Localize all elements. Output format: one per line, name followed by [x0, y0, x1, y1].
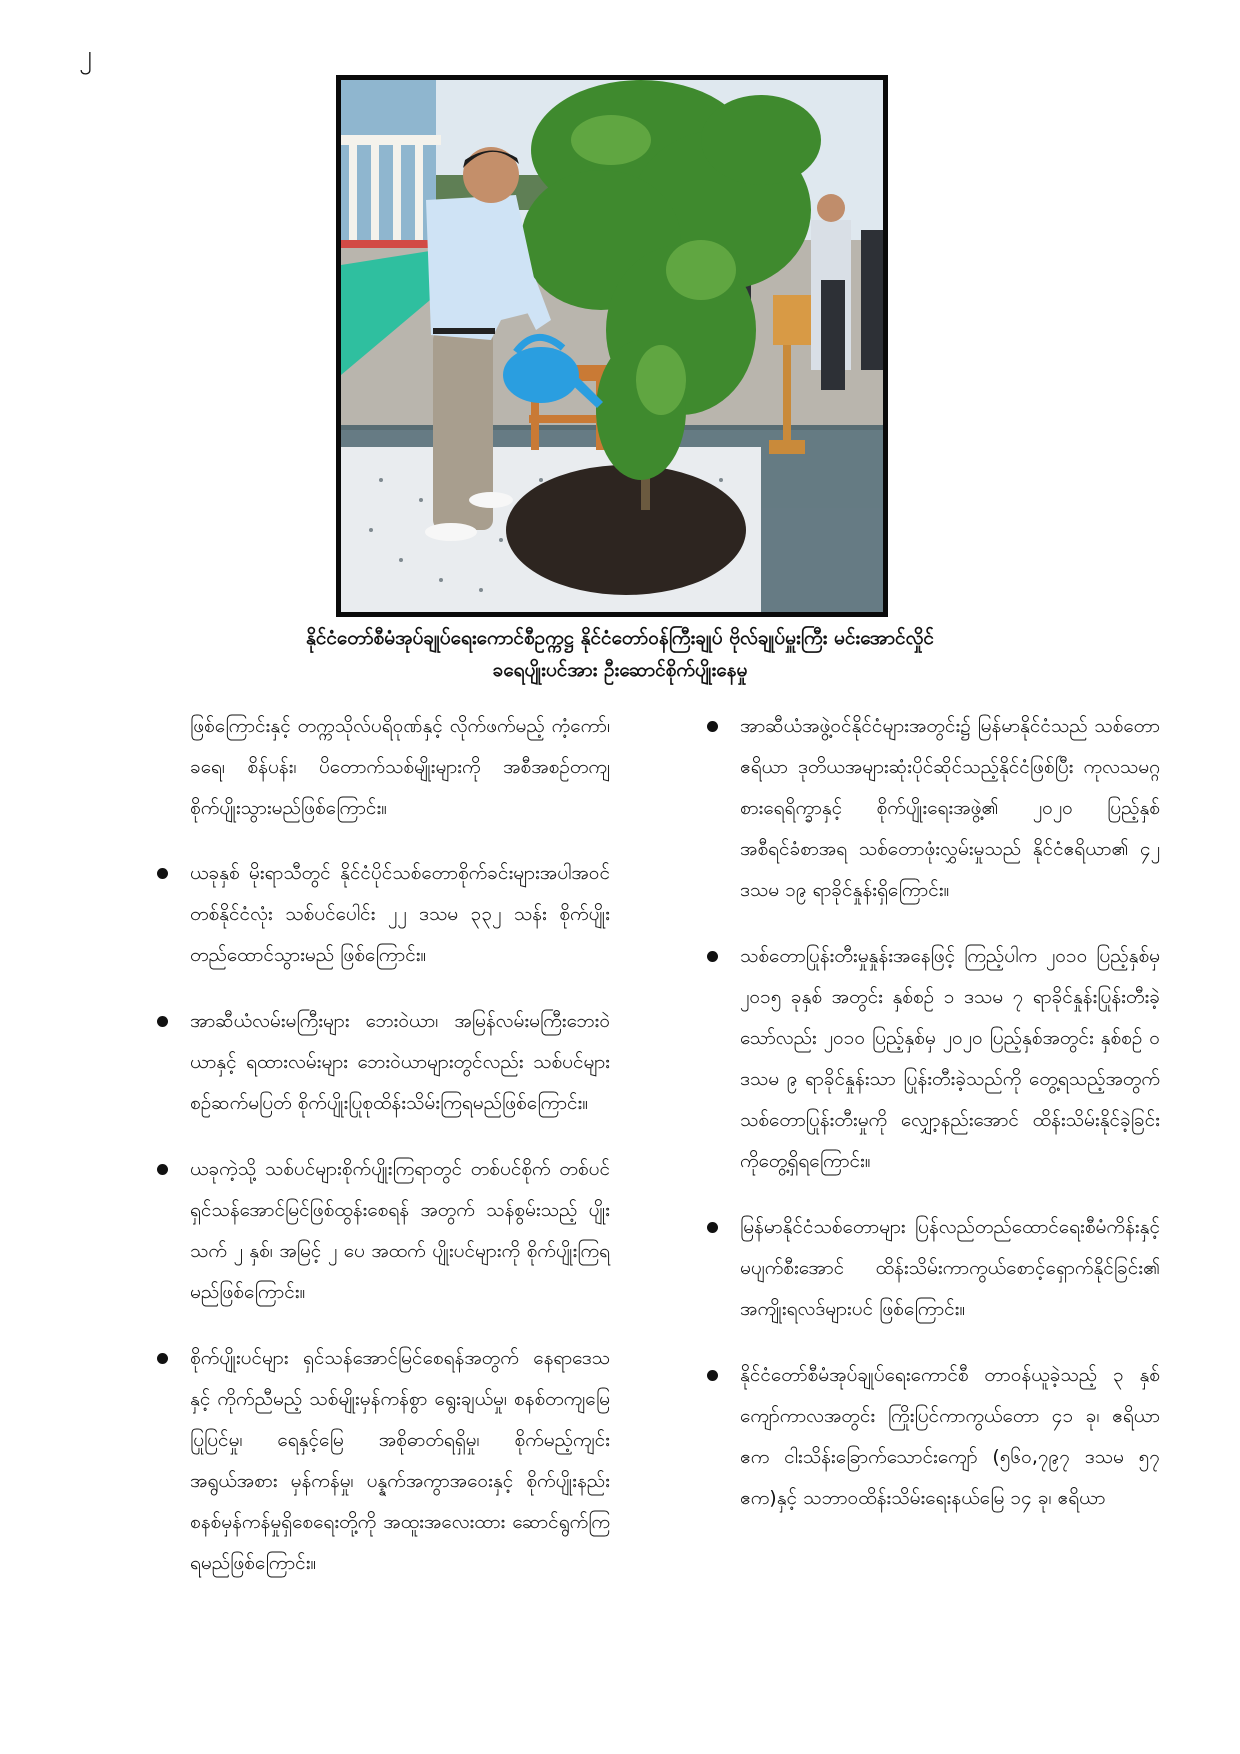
bullet-item [150, 853, 610, 976]
bullet-item [700, 706, 1160, 911]
photo-illustration [341, 80, 883, 612]
bullet-dot-icon [157, 1164, 168, 1175]
bullet-dot-icon [157, 1016, 168, 1027]
bullet-item [700, 1207, 1160, 1330]
left-bullet-list [150, 853, 610, 1584]
bullet-dot-icon [707, 951, 718, 962]
bullet-item [150, 1338, 610, 1584]
caption-line-2: ခရေပျိုးပင်အား ဦးဆောင်စိုက်ပျိုးနေမှု [492, 659, 748, 681]
bullet-dot-icon [157, 1353, 168, 1364]
photo-tree-planting [336, 75, 888, 617]
bullet-text: သစ်တောပြုန်းတီးမှုနှုန်းအနေဖြင့် ကြည့်ပါက ၂၀၁၀ ပြည့်နှစ်မှ ၂၀၁၅ ခုနှစ် အတွင်း နှစ်စဉ် ၁ ဒသမ ၇ ရာခိုင်နှုန်းပြုန်းတီးခဲ့သော်လည်း ၂၀၁၀ ပြည့်နှစ်မှ ၂၀၂၀ ပြည့်နှစ်အတွင်း နှစ်စဉ် ၀ ဒသမ ၉ ရာခိုင်နှုန်းသာ ပြုန်းတီးခဲ့သည်ကို တွေ့ရသည့်အတွက် သစ်တောပြုန်းတီးမှုကို လျှော့နည်းအောင် ထိန်းသိမ်းနိုင်ခဲ့ခြင်းကိုတွေ့ရှိရကြောင်း။ [740, 945, 1160, 1172]
bullet-item [150, 1149, 610, 1313]
bullet-text: နိုင်ငံတော်စီမံအုပ်ချုပ်ရေးကောင်စီ တာဝန်ယူခဲ့သည့် ၃ နှစ်ကျော်ကာလအတွင်း ကြိုးပြင်ကာကွယ်တော ၄၁ ခု၊ ဧရိယာဧက ငါးသိန်းခြောက်သောင်းကျော် (၅၆၀,၇၉၇ ဒသမ ၅၇ ဧက)နှင့် သဘာဝထိန်းသိမ်းရေးနယ်မြေ ၁၄ ခု၊ ဧရိယာ [740, 1364, 1160, 1509]
bullet-dot-icon [707, 721, 718, 732]
right-column [700, 706, 1160, 1544]
bullet-dot-icon [707, 1222, 718, 1233]
bullet-text: ယခုနှစ် မိုးရာသီတွင် နိုင်ငံပိုင်သစ်တောစိုက်ခင်းများအပါအဝင် တစ်နိုင်ငံလုံး သစ်ပင်ပေါင်း ၂၂ ဒသမ ၃၃၂ သန်း စိုက်ပျိုးတည်ထောင်သွားမည် ဖြစ်ကြောင်း။ [190, 862, 610, 966]
bullet-item [150, 1001, 610, 1124]
bullet-dot-icon [157, 868, 168, 879]
left-column [150, 706, 610, 1609]
bullet-item [700, 936, 1160, 1182]
page-number: ၂ [79, 40, 92, 70]
photo-soil [506, 465, 746, 595]
continuation-paragraph: ဖြစ်ကြောင်းနှင့် တက္ကသိုလ်ပရိဝုဏ်နှင့် လိုက်ဖက်မည့် ကံ့ကော်၊ ခရေ၊ စိန်ပန်း၊ ပိတောက်သစ်မျိုးများကို အစီအစဉ်တကျစိုက်ပျိုးသွားမည်ဖြစ်ကြောင်း။ [190, 715, 610, 819]
bullet-text: အာဆီယံအဖွဲ့ဝင်နိုင်ငံများအတွင်း၌ မြန်မာနိုင်ငံသည် သစ်တောဧရိယာ ဒုတိယအများဆုံးပိုင်ဆိုင်သည့်နိုင်ငံဖြစ်ပြီး ကုလသမဂ္ဂစားရေရိက္ခာနှင့် စိုက်ပျိုးရေးအဖွဲ့၏ ၂၀၂၀ ပြည့်နှစ် အစီရင်ခံစာအရ သစ်တောဖုံးလွှမ်းမှုသည် နိုင်ငံဧရိယာ၏ ၄၂ ဒသမ ၁၉ ရာခိုင်နှုန်းရှိကြောင်း။ [740, 715, 1160, 901]
photo-caption [180, 622, 1060, 686]
bullet-text: အာဆီယံလမ်းမကြီးများ ဘေးဝဲယာ၊ အမြန်လမ်းမကြီးဘေးဝဲယာနှင့် ရထားလမ်းများ ဘေးဝဲယာများတွင်လည်း သစ်ပင်များစဉ်ဆက်မပြတ် စိုက်ပျိုးပြုစုထိန်းသိမ်းကြရမည်ဖြစ်ကြောင်း။ [190, 1010, 610, 1114]
bullet-dot-icon [707, 1370, 718, 1381]
bullet-item [700, 1355, 1160, 1519]
bullet-text: မြန်မာနိုင်ငံသစ်တောများ ပြန်လည်တည်ထောင်ရေးစီမံကိန်းနှင့် မပျက်စီးအောင် ထိန်းသိမ်းကာကွယ်စောင့်ရှောက်နိုင်ခြင်း၏ အကျိုးရလဒ်များပင် ဖြစ်ကြောင်း။ [740, 1216, 1160, 1320]
bullet-text: ယခုကဲ့သို့ သစ်ပင်များစိုက်ပျိုးကြရာတွင် တစ်ပင်စိုက် တစ်ပင်ရှင်သန်အောင်မြင်ဖြစ်ထွန်းစေရန် အတွက် သန်စွမ်းသည့် ပျိုးသက် ၂ နှစ်၊ အမြင့် ၂ ပေ အထက် ပျိုးပင်များကို စိုက်ပျိုးကြရမည်ဖြစ်ကြောင်း။ [190, 1158, 610, 1303]
right-bullet-list [700, 706, 1160, 1519]
caption-line-1: နိုင်ငံတော်စီမံအုပ်ချုပ်ရေးကောင်စီဥက္ကဋ္ဌ နိုင်ငံတော်ဝန်ကြီးချုပ် ဗိုလ်ချုပ်မှူးကြီး မင်းအောင်လှိုင် [306, 627, 934, 649]
bullet-text: စိုက်ပျိုးပင်များ ရှင်သန်အောင်မြင်စေရန်အတွက် နေရာဒေသနှင့် ကိုက်ညီမည့် သစ်မျိုးမှန်ကန်စွာ ရွေးချယ်မှု၊ စနစ်တကျမြေပြုပြင်မှု၊ ရေနှင့်မြေ အစိုဓာတ်ရရှိမှု၊ စိုက်မည့်ကျင်းအရွယ်အစား မှန်ကန်မှု၊ ပန္နက်အကွာအဝေးနှင့် စိုက်ပျိုးနည်း စနစ်မှန်ကန်မှုရှိစေရေးတို့ကို အထူးအလေးထား ဆောင်ရွက်ကြရမည်ဖြစ်ကြောင်း။ [190, 1347, 610, 1574]
